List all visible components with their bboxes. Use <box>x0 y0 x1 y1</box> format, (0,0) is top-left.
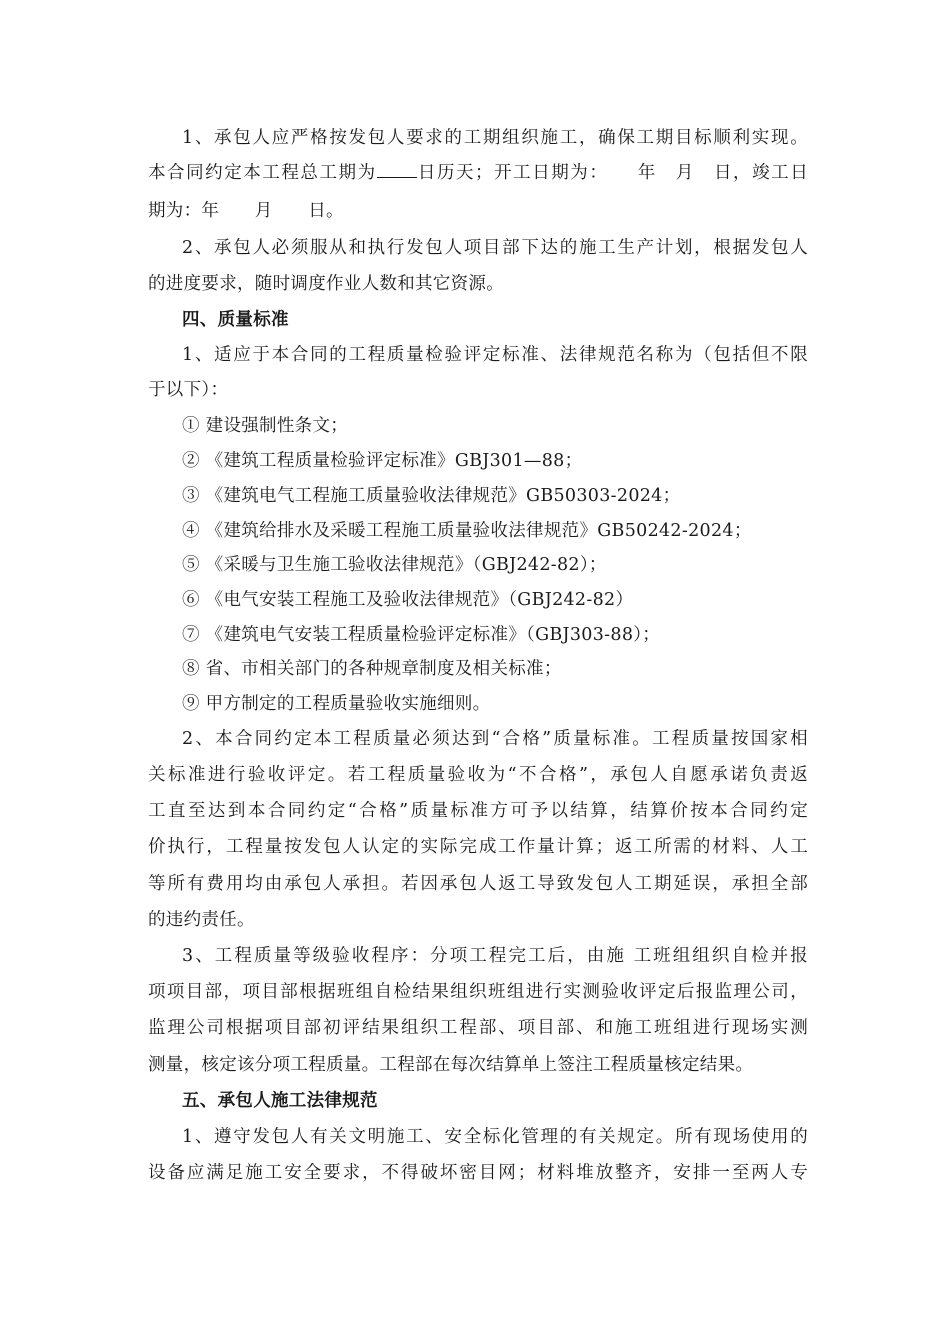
s4-p3-line3: 监理公司根据项目部初评结果组织工程部、项目部、和施工班组进行现场实测 <box>148 1018 808 1038</box>
s4-p2-line3: 工直至达到本合同约定“合格”质量标准方可予以结算，结算价按本合同约定 <box>148 801 808 821</box>
s3-p2-line1: 2、承包人必须服从和执行发包人项目部下达的施工生产计划，根据发包人 <box>182 238 808 258</box>
s4-p2-line5: 等所有费用均由承包人承担。若因承包人返工导致发包人工期延误，承担全部 <box>148 874 808 894</box>
list-item: ③ 《建筑电气工程施工质量验收法律规范》GB50303-2024； <box>182 486 681 506</box>
s3-p1-line3: 期为：年 月 日。 <box>148 201 344 221</box>
list-item: ② 《建筑工程质量检验评定标准》GBJ301—88； <box>182 451 583 471</box>
list-item: ⑤ 《采暖与卫生施工验收法律规范》（GBJ242-82）； <box>182 555 607 575</box>
list-item: ⑦ 《建筑电气安装工程质量检验评定标准》（GBJ303-88）； <box>182 625 661 645</box>
list-item: ⑥ 《电气安装工程施工及验收法律规范》（GBJ242-82） <box>182 590 634 610</box>
s4-p2-line1: 2、本合同约定本工程质量必须达到“合格”质量标准。工程质量按国家相 <box>182 729 808 749</box>
s3-p1-line1: 1、承包人应严格按发包人要求的工期组织施工，确保工期目标顺利实现。 <box>182 128 808 148</box>
list-item: ⑨ 甲方制定的工程质量验收实施细则。 <box>182 694 491 714</box>
list-item: ① 建设强制性条文； <box>182 416 349 436</box>
s5-p1-line1: 1、遵守发包人有关文明施工、安全标化管理的有关规定。所有现场使用的 <box>182 1127 808 1147</box>
duration-blank <box>377 161 417 178</box>
s4-p3-line4: 测量，核定该分项工程质量。工程部在每次结算单上签注工程质量核定结果。 <box>148 1055 754 1075</box>
s5-p1-line2: 设备应满足施工安全要求，不得破坏密目网；材料堆放整齐，安排一至两人专 <box>148 1163 808 1183</box>
s4-p3-line2: 项项目部，项目部根据班组自检结果组织班组进行实测验收评定后报监理公司， <box>148 982 808 1002</box>
s4-p2-line2: 关标准进行验收评定。若工程质量验收为“不合格”，承包人自愿承诺负责返 <box>148 765 808 785</box>
s4-p1-line1: 1、适应于本合同的工程质量检验评定标准、法律规范名称为（包括但不限 <box>182 345 808 365</box>
s3-p1-line2-a: 本合同约定本工程总工期为 <box>148 163 377 183</box>
s3-p1-line2 <box>148 161 808 185</box>
section-heading-contractor-norms: 五、承包人施工法律规范 <box>182 1091 378 1111</box>
s3-p2-line2: 的进度要求，随时调度作业人数和其它资源。 <box>148 274 504 294</box>
list-item: ⑧ 省、市相关部门的各种规章制度及相关标准； <box>182 659 562 679</box>
section-heading-quality: 四、质量标准 <box>182 310 289 330</box>
list-item: ④ 《建筑给排水及采暖工程施工质量验收法律规范》GB50242-2024； <box>182 521 752 541</box>
s3-p1-line2-b: 日历天；开工日期为： 年 月 日，竣工日 <box>416 163 808 183</box>
s4-p2-line4: 价执行，工程量按发包人认定的实际完成工作量计算；返工所需的材料、人工 <box>148 837 808 857</box>
s4-p3-line1: 3、工程质量等级验收程序：分项工程完工后，由施 工班组组织自检并报 <box>182 946 808 966</box>
s4-p2-line6: 的违约责任。 <box>148 910 255 930</box>
s4-p1-line2: 于以下）： <box>148 380 229 400</box>
